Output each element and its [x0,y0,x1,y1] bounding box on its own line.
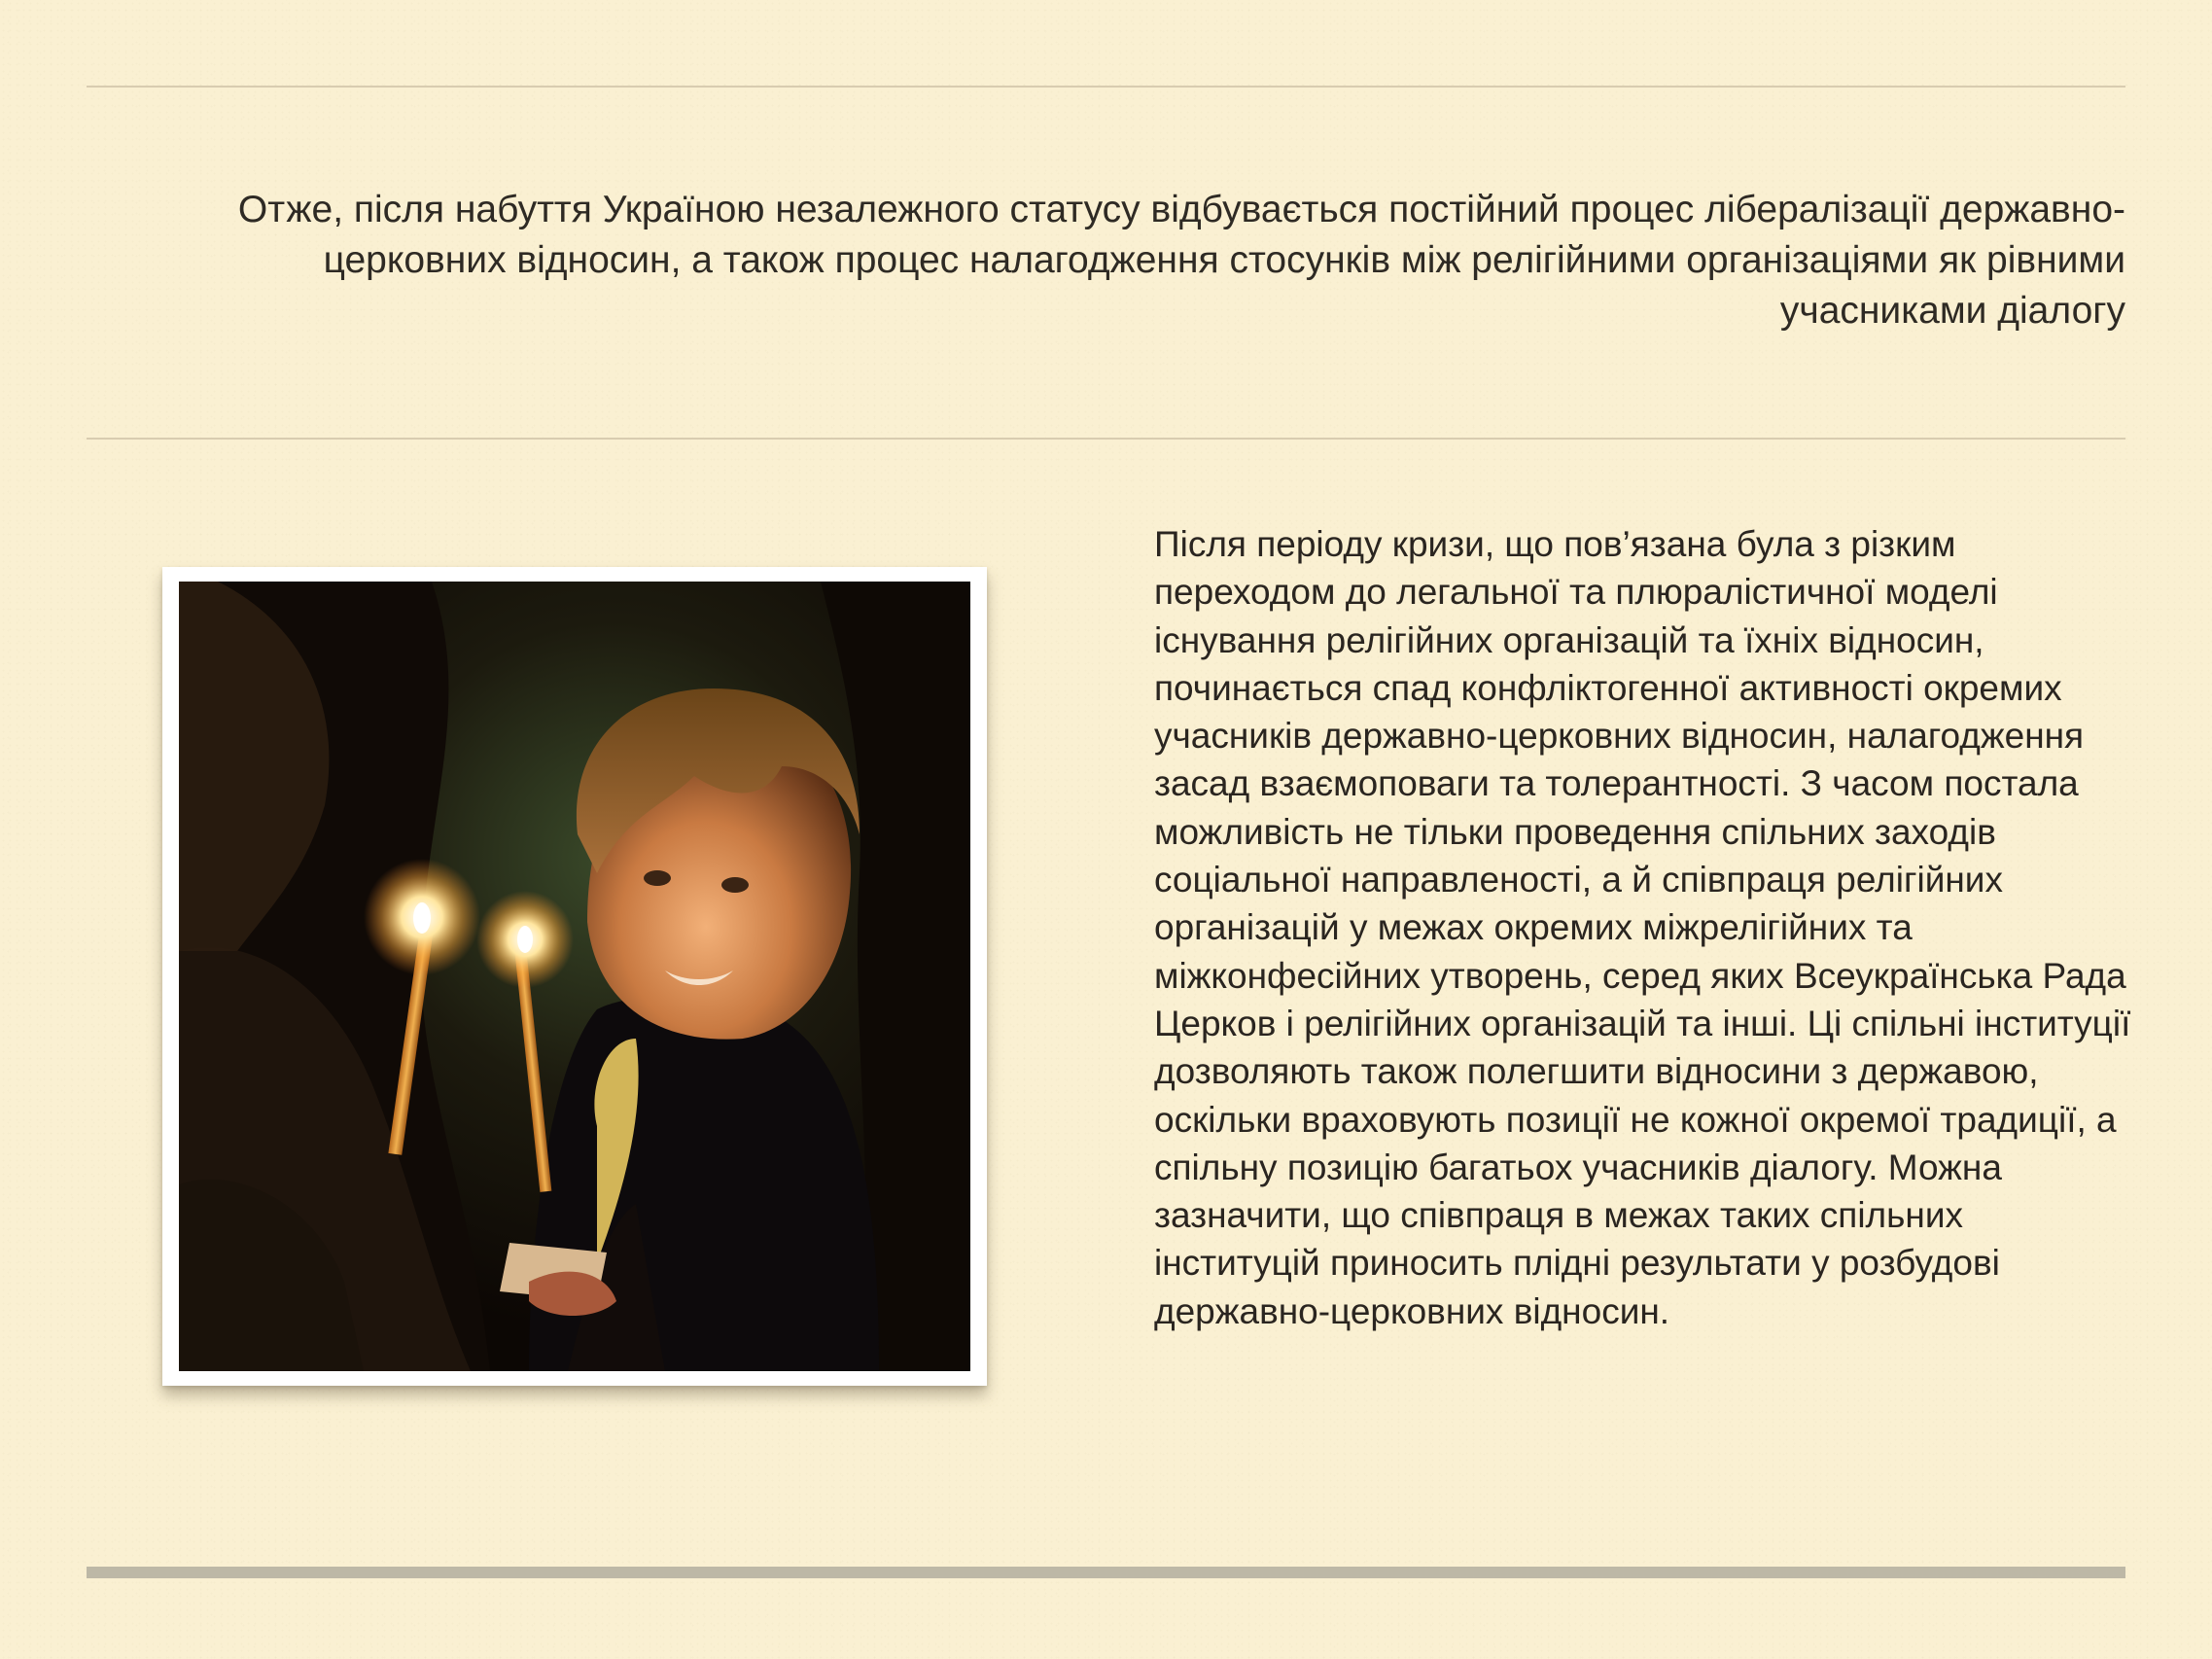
middle-divider [87,438,2125,440]
bottom-bar [87,1567,2125,1578]
top-divider [87,86,2125,88]
slide-heading: Отже, після набуття Україною незалежного статусу відбувається постійний процес лібералізації державно-церковних відносин, а також процес налагодження стосунків між релігійними організаціями як рівними учасниками діалогу [237,189,2125,332]
body-paragraph: Після періоду кризи, що пов’язана була з різким переходом до легальної та плюралістичної моделі існування релігійних організацій та їхніх відносин, починається спад конфліктогенної активності окремих учасників державно-церковних відносин, налагодження засад взаємоповаги та толерантності. З часом постала можливість не тільки проведення спільних заходів соціальної направленості, а й співпраця релігійних організацій у межах окремих міжрелігійних та міжконфесійних утворень, серед яких Всеукраїнська Рада Церков і релігійних організацій та інші. Ці спільні інституції дозволяють також полегшити відносини з державою, оскільки враховують позиції не кожної окремої традиції, а спільну позицію багатьох учасників діалогу. Можна зазначити, що співпраця в межах таких спільних інституцій приносить плідні результати у розбудові державно-церковних відносин. [1154,524,2131,1331]
photo-frame [162,567,987,1386]
boy-with-candles-photo [179,582,970,1371]
